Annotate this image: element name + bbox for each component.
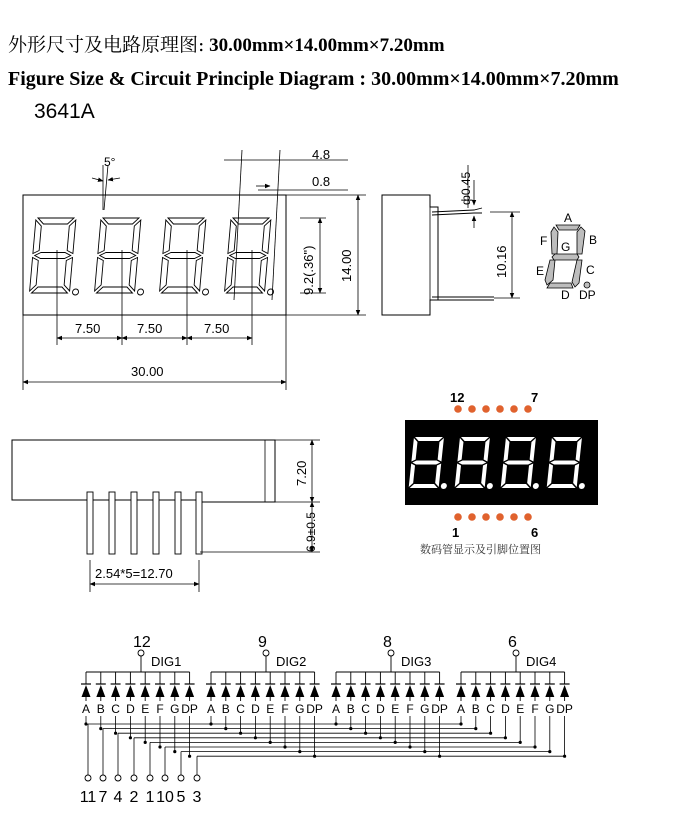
- segment-label-2-e: E: [266, 702, 275, 716]
- photo-digit-1-segment-d: [410, 484, 438, 488]
- segment-pin-number-g: 5: [176, 789, 186, 806]
- photo-digit-2-segment-g: [458, 461, 486, 465]
- segment-label-4-f: F: [531, 702, 539, 716]
- photo-bottom-pin-4: [496, 513, 504, 521]
- bottom-pin-3: [131, 492, 137, 554]
- diode-3-g: [420, 685, 429, 697]
- segment-label-2-c: C: [236, 702, 245, 716]
- segment-label-4-c: C: [486, 702, 495, 716]
- segment-label-3-f: F: [406, 702, 414, 716]
- front-digit-2-segment-b: [132, 220, 141, 254]
- photo-bottom-pin-3: [482, 513, 490, 521]
- segment-b: [577, 227, 585, 254]
- segment-label-1-b: B: [96, 702, 105, 716]
- segment-label-4-g: G: [545, 702, 555, 716]
- circuit-digit-group-4: [456, 634, 573, 758]
- diode-1-e: [141, 685, 150, 697]
- diode-3-b: [346, 685, 355, 697]
- diode-4-dp: [560, 685, 569, 697]
- segment-label-4-a: A: [456, 702, 466, 716]
- photo-top-pin-6: [524, 405, 532, 413]
- title-chinese-text: 外形尺寸及电路原理图:: [8, 34, 205, 56]
- digit-label-3: DIG3: [401, 654, 432, 669]
- segment-a: [556, 225, 580, 230]
- segment-label-2-d: D: [251, 702, 260, 716]
- diode-1-f: [156, 685, 165, 697]
- diode-3-dp: [435, 685, 444, 697]
- circuit-digit-group-1: [81, 634, 198, 758]
- angle-slant-line: [104, 165, 108, 210]
- photo-top-pin-last: 7: [531, 390, 539, 405]
- bottom-pin-length: 6.9±0.5: [304, 512, 318, 552]
- legend-label-e: E: [536, 264, 545, 278]
- diode-4-c: [486, 685, 495, 697]
- photo-bottom-pin-2: [468, 513, 476, 521]
- diode-2-dp: [310, 685, 319, 697]
- circuit-digit-group-2: [206, 634, 323, 758]
- diode-3-e: [391, 685, 400, 697]
- front-digit-1-segment-c: [64, 258, 73, 292]
- photo-digit-1-segment-a: [415, 437, 443, 441]
- photo-top-pin-2: [468, 405, 476, 413]
- digit-pin-number-4: 6: [508, 634, 517, 651]
- digit-label-2: DIG2: [276, 654, 307, 669]
- title-english: Figure Size & Circuit Principle Diagram : 30.00mm×14.00mm×7.20mm: [8, 68, 619, 90]
- diode-2-g: [295, 685, 304, 697]
- segment-label-1-g: G: [170, 702, 180, 716]
- front-digit-1-segment-b: [67, 220, 76, 254]
- diode-1-d: [126, 685, 135, 697]
- photo-bottom-pin-1: [454, 513, 462, 521]
- front-digit-1-segment-f: [33, 220, 42, 254]
- side-view: [382, 165, 520, 315]
- segment-pin-terminal-a: [85, 775, 91, 781]
- photo-top-pin-4: [496, 405, 504, 413]
- seg-junction-1-C: [114, 732, 117, 735]
- legend-label-c: C: [586, 263, 595, 277]
- segment-label-3-e: E: [391, 702, 400, 716]
- front-digit-2-segment-g: [99, 253, 136, 259]
- diode-4-d: [501, 685, 510, 697]
- diode-2-d: [251, 685, 260, 697]
- diode-3-c: [361, 685, 370, 697]
- segment-pin-terminal-d: [131, 775, 137, 781]
- segment-legend: [536, 211, 597, 302]
- dim-segment-width: 4.8: [312, 147, 331, 162]
- front-digit-3-segment-a: [167, 218, 204, 224]
- digit-label-1: DIG1: [151, 654, 182, 669]
- segment-label-2-dp: DP: [306, 702, 323, 716]
- front-digit-1-dp: [72, 289, 79, 295]
- seg-junction-1-B: [99, 727, 102, 730]
- segment-label-2-a: A: [206, 702, 216, 716]
- diode-2-f: [281, 685, 290, 697]
- segment-pin-terminal-b: [100, 775, 106, 781]
- legend-label-f: F: [540, 234, 548, 248]
- digit-pitch-label-3: 7.50: [204, 321, 230, 336]
- segment-pin-number-dp: 3: [192, 789, 202, 806]
- legend-label-a: A: [564, 211, 573, 225]
- segment-label-3-d: D: [376, 702, 385, 716]
- seg-junction-1-A: [84, 722, 87, 725]
- photo-top-pin-5: [510, 405, 518, 413]
- segment-label-1-a: A: [81, 702, 91, 716]
- side-pin-top-edge: [432, 213, 482, 215]
- seg-junction-1-DP: [188, 755, 191, 758]
- photo-top-pin-3: [482, 405, 490, 413]
- segment-label-3-a: A: [331, 702, 341, 716]
- segment-label-3-c: C: [361, 702, 370, 716]
- segment-pin-number-f: 10: [156, 789, 174, 806]
- diode-3-f: [406, 685, 415, 697]
- angle-arrow-left: [92, 178, 103, 181]
- segment-pin-number-c: 4: [113, 789, 123, 806]
- front-digit-3-segment-b: [197, 220, 206, 254]
- circuit-digit-group-3: [331, 634, 448, 758]
- display-photo: [405, 390, 598, 556]
- digit-pitch-label-1: 7.50: [75, 321, 101, 336]
- side-pin-top: [432, 208, 482, 212]
- photo-bottom-pin-6: [524, 513, 532, 521]
- title-chinese-dimensions: 30.00mm×14.00mm×7.20mm: [204, 35, 445, 56]
- photo-bottom-pin-last: 6: [531, 525, 539, 540]
- front-digit-4-segment-c: [259, 258, 268, 292]
- dim-digit-height: 9.2(.36"): [301, 245, 316, 295]
- digit-pin-number-2: 9: [258, 634, 267, 651]
- segment-label-1-e: E: [141, 702, 150, 716]
- segment-pin-terminal-dp: [194, 775, 200, 781]
- front-digit-4-segment-f: [228, 220, 237, 254]
- display-body-outline: [23, 195, 286, 315]
- dim-ext-right: [272, 150, 280, 300]
- seg-junction-1-E: [144, 741, 147, 744]
- pin-row-spacing: 10.16: [494, 245, 509, 278]
- circuit-schematic: [80, 634, 573, 806]
- front-digit-1-segment-e: [30, 258, 39, 292]
- front-digit-2-segment-c: [129, 258, 138, 292]
- segment-label-1-c: C: [111, 702, 120, 716]
- segment-pin-terminal-f: [162, 775, 168, 781]
- legend-label-dp: DP: [579, 288, 596, 302]
- front-digit-1-segment-d: [31, 287, 68, 293]
- segment-label-2-g: G: [295, 702, 305, 716]
- diode-2-e: [266, 685, 275, 697]
- front-digit-2-segment-f: [98, 220, 107, 254]
- front-digit-3-segment-e: [160, 258, 169, 292]
- photo-top-pin-1: [454, 405, 462, 413]
- segment-label-3-dp: DP: [431, 702, 448, 716]
- bottom-pin-6: [196, 492, 202, 554]
- segment-label-3-g: G: [420, 702, 430, 716]
- bottom-pin-2: [109, 492, 115, 554]
- front-digit-2-segment-d: [96, 287, 133, 293]
- photo-bottom-pin-5: [510, 513, 518, 521]
- diode-2-a: [207, 685, 216, 697]
- front-digit-4-segment-g: [229, 253, 266, 259]
- bottom-pin-span: 2.54*5=12.70: [95, 566, 173, 581]
- seg-junction-1-F: [158, 745, 161, 748]
- digit-pin-number-1: 12: [133, 634, 151, 651]
- segment-pin-number-a: 11: [79, 789, 97, 806]
- model-number: 3641A: [34, 100, 95, 123]
- photo-digit-4-segment-a: [553, 437, 581, 441]
- front-digit-1-segment-a: [37, 218, 74, 224]
- diode-2-c: [236, 685, 245, 697]
- seg-junction-1-G: [173, 750, 176, 753]
- diode-1-b: [96, 685, 105, 697]
- digit-pitch-label-2: 7.50: [137, 321, 163, 336]
- photo-digit-3-segment-d: [502, 484, 530, 488]
- segment-label-1-d: D: [126, 702, 135, 716]
- segment-f: [551, 227, 558, 254]
- diode-4-e: [516, 685, 525, 697]
- diode-1-c: [111, 685, 120, 697]
- dim-segment-stroke: 0.8: [312, 174, 331, 189]
- diode-2-b: [221, 685, 230, 697]
- front-digit-3-segment-d: [161, 287, 198, 293]
- segment-pin-terminal-e: [147, 775, 153, 781]
- front-digit-4-segment-d: [226, 287, 263, 293]
- diode-4-b: [471, 685, 480, 697]
- digit-label-4: DIG4: [526, 654, 557, 669]
- bottom-body-height: 7.20: [294, 460, 309, 486]
- segment-pin-terminal-c: [115, 775, 121, 781]
- segment-pin-number-e: 1: [145, 789, 155, 806]
- front-digit-2-segment-a: [102, 218, 139, 224]
- segment-label-4-dp: DP: [556, 702, 573, 716]
- pin-diameter-label: ф0.45: [459, 171, 473, 205]
- segment-label-4-e: E: [516, 702, 525, 716]
- front-digit-4-segment-b: [262, 220, 271, 254]
- dim-total-width: 30.00: [131, 364, 164, 379]
- digit-pin-number-3: 8: [383, 634, 392, 651]
- diode-1-g: [170, 685, 179, 697]
- front-digit-2-dp: [137, 289, 144, 295]
- photo-digit-2-segment-d: [456, 484, 484, 488]
- legend-label-d: D: [561, 288, 570, 302]
- segment-pin-number-b: 7: [98, 789, 108, 806]
- angle-label: 5°: [104, 155, 116, 169]
- front-digit-3-segment-f: [163, 220, 172, 254]
- photo-top-pin-first: 12: [450, 390, 465, 405]
- segment-label-3-b: B: [346, 702, 355, 716]
- diode-1-a: [82, 685, 91, 697]
- photo-bottom-pin-first: 1: [452, 525, 460, 540]
- photo-digit-4-segment-g: [550, 461, 578, 465]
- photo-digit-3-segment-g: [504, 461, 532, 465]
- diode-3-d: [376, 685, 385, 697]
- front-digit-3-segment-c: [194, 258, 203, 292]
- bottom-pin-4: [153, 492, 159, 554]
- diode-4-f: [531, 685, 540, 697]
- photo-digit-1-segment-g: [412, 461, 440, 465]
- segment-g: [552, 254, 579, 260]
- front-digit-3-dp: [202, 289, 209, 295]
- segment-label-4-b: B: [471, 702, 480, 716]
- bottom-pin-1: [87, 492, 93, 554]
- diode-1-dp: [185, 685, 194, 697]
- legend-label-b: B: [589, 233, 598, 247]
- segment-label-2-b: B: [221, 702, 230, 716]
- bottom-body-outline: [12, 440, 275, 502]
- dim-total-height: 14.00: [339, 249, 354, 282]
- photo-caption: 数码管显示及引脚位置图: [420, 544, 541, 556]
- front-digit-outlines: [29, 218, 280, 295]
- segment-pin-terminal-g: [178, 775, 184, 781]
- bottom-pins: [87, 492, 202, 554]
- segment-label-1-f: F: [156, 702, 164, 716]
- front-digit-3-segment-g: [164, 253, 201, 259]
- front-digit-4-segment-e: [225, 258, 234, 292]
- front-digit-2-segment-e: [95, 258, 104, 292]
- segment-c: [572, 260, 582, 287]
- angle-arrow-right: [108, 178, 120, 180]
- photo-digit-4-segment-d: [548, 484, 576, 488]
- segment-label-1-dp: DP: [181, 702, 198, 716]
- photo-digit-2-segment-a: [461, 437, 489, 441]
- front-view: [23, 147, 366, 390]
- photo-digit-3-segment-a: [507, 437, 535, 441]
- segment-pin-number-d: 2: [129, 789, 139, 806]
- seg-junction-1-D: [129, 736, 132, 739]
- legend-label-g: G: [561, 240, 571, 254]
- front-digit-1-segment-g: [34, 253, 71, 259]
- diode-3-a: [332, 685, 341, 697]
- diode-4-g: [545, 685, 554, 697]
- bottom-view: [12, 440, 320, 592]
- segment-e: [545, 260, 555, 285]
- segment-label-2-f: F: [281, 702, 289, 716]
- segment-label-4-d: D: [501, 702, 510, 716]
- bottom-pin-5: [175, 492, 181, 554]
- diode-4-a: [457, 685, 466, 697]
